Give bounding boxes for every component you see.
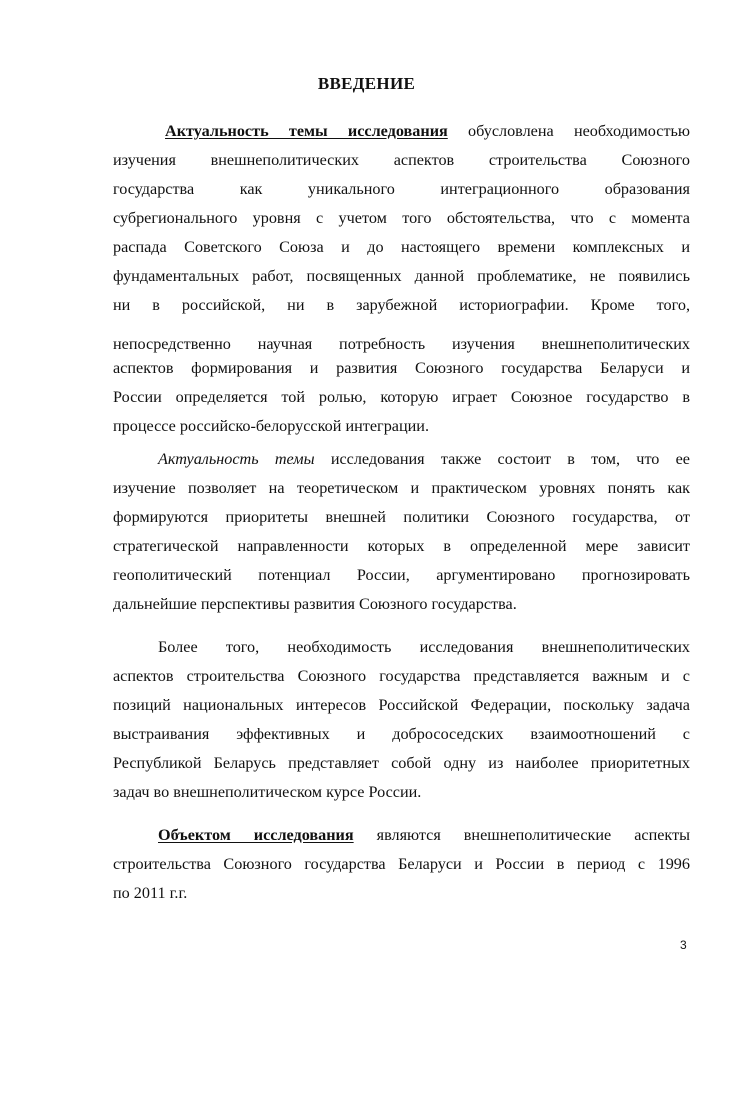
paragraph-2-line-1-text: исследования также состоит в том, что ее (330, 450, 690, 468)
paragraph-1-line: субрегионального уровня с учетом того обстоятельства, что с момента (113, 209, 690, 227)
paragraph-4-line: строительства Союзного государства Беларуси и России в период с 1996 (113, 855, 690, 873)
paragraph-3-line-1: Более того, необходимость исследования внешнеполитических (158, 638, 690, 656)
paragraph-4-line-1 (158, 825, 690, 845)
paragraph-3-last-line: задач во внешнеполитическом курсе России. (113, 783, 422, 801)
paragraph-1-line: государства как уникального интеграционного образования (113, 180, 690, 198)
paragraph-2-last-line: дальнейшие перспективы развития Союзного государства. (113, 595, 517, 613)
paragraph-3-line: выстраивания эффективных и добрососедских взаимоотношений с (113, 725, 690, 743)
paragraph-3-line: Республикой Беларусь представляет собой одну из наиболее приоритетных (113, 754, 690, 772)
paragraph-1-line: фундаментальных работ, посвященных данной проблематике, не появились (113, 267, 690, 285)
paragraph-2-line: геополитический потенциал России, аргументировано прогнозировать (113, 566, 690, 584)
paragraph-1-line: России определяется той ролью, которую играет Союзное государство в (113, 388, 690, 406)
paragraph-4-line-1-text: являются внешнеполитические аспекты (376, 826, 691, 844)
paragraph-2-line-1 (158, 449, 690, 469)
page-number: 3 (680, 938, 687, 952)
paragraph-3-line: аспектов строительства Союзного государства представляется важным и с (113, 667, 690, 685)
paragraph-2-line: стратегической направленности которых в определенной мере зависит (113, 537, 690, 555)
paragraph-4-last-line: по 2011 г.г. (113, 884, 188, 902)
paragraph-1-line: аспектов формирования и развития Союзного государства Беларуси и (113, 359, 690, 377)
paragraph-1-last-line: процессе российско-белорусской интеграции. (113, 417, 430, 435)
paragraph-2-line: изучение позволяет на теоретическом и практическом уровнях понять как (113, 479, 690, 497)
paragraph-1-line: распада Советского Союза и до настоящего времени комплексных и (113, 238, 690, 256)
paragraph-1-line-1 (165, 121, 690, 141)
paragraph-1-line-1-text: обусловлена необходимостью (468, 122, 690, 140)
paragraph-1-line: непосредственно научная потребность изучения внешнеполитических (113, 335, 690, 353)
paragraph-2-line: формируются приоритеты внешней политики Союзного государства, от (113, 508, 690, 526)
relevance-term: Актуальность темы исследования (165, 122, 448, 140)
relevance-term-italic: Актуальность темы (158, 450, 315, 468)
paragraph-1-line: изучения внешнеполитических аспектов строительства Союзного (113, 151, 690, 169)
paragraph-3-line: позиций национальных интересов Российской Федерации, поскольку задача (113, 696, 690, 714)
object-term: Объектом исследования (158, 826, 354, 844)
paragraph-1-line: ни в российской, ни в зарубежной историографии. Кроме того, (113, 296, 690, 314)
page-title: ВВЕДЕНИЕ (317, 74, 416, 93)
